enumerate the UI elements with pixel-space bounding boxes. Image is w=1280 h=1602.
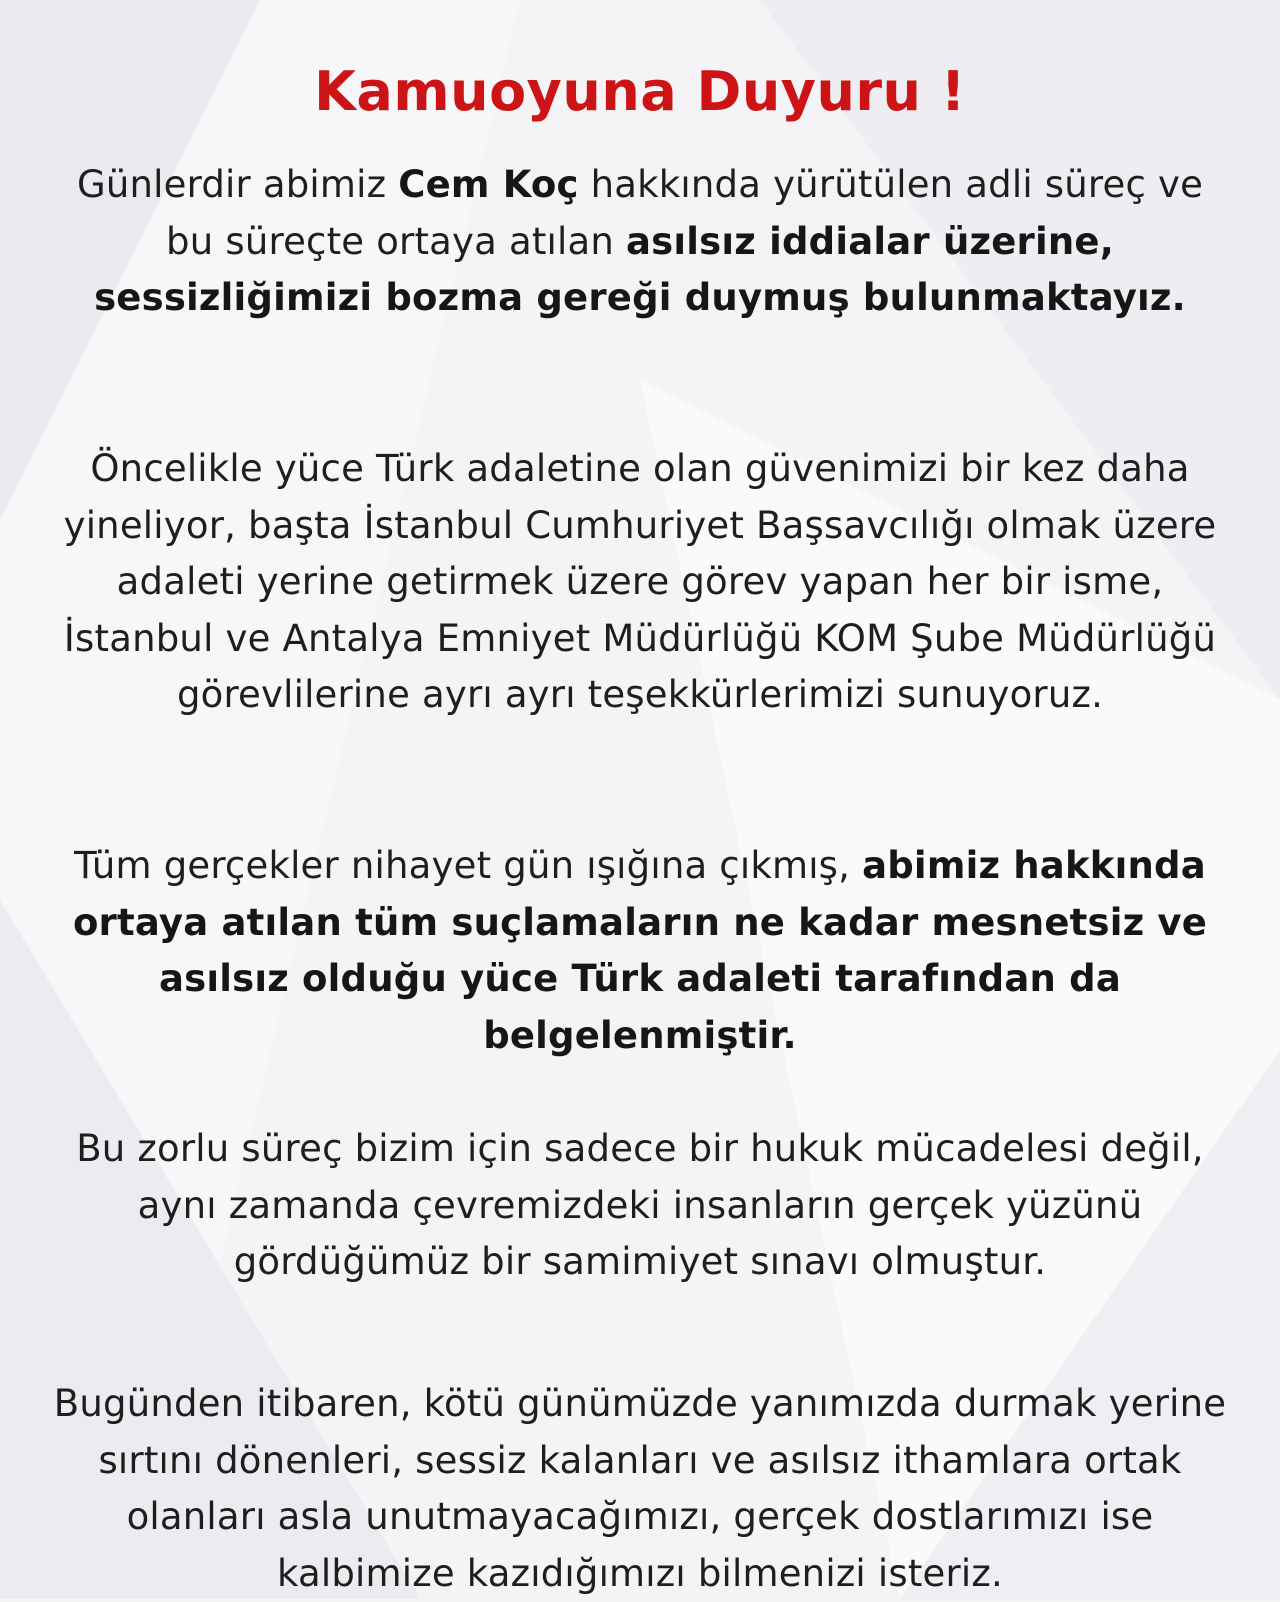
p3-emphasis-bold: abimiz hakkında ortaya atılan tüm suçlamaların ne kadar mesnetsiz ve asılsız olduğu yüce Türk adaleti tarafından da belgelenmiştir. [72, 844, 1208, 1057]
p3-intro-text: Tüm gerçekler nihayet gün ışığına çıkmış, [74, 844, 863, 887]
announcement-title: Kamuoyuna Duyuru ! [314, 60, 966, 123]
p1-middle-text: hakkında yürütülen adli süreç ve bu süreçte ortaya atılan [166, 163, 1204, 263]
paragraph-4: Bu zorlu süreç bizim için sadece bir hukuk mücadelesi değil, aynı zamanda çevremizdeki insanların gerçek yüzünü gördüğümüz bir samimiyet sınavı olmuştur. [76, 1127, 1204, 1283]
p1-intro-text: Günlerdir abimiz [76, 163, 399, 206]
paragraph-2: Öncelikle yüce Türk adaletine olan güvenimizi bir kez daha yineliyor, başta İstanbul Cumhuriyet Başsavcılığı olmak üzere adaleti yerine getirmek üzere görev yapan her bir isme, İstanbul ve Antalya Emniyet Müdürlüğü KOM Şube Müdürlüğü görevlilerine ayrı ayrı teşekkürlerimizi sunuyoruz. [63, 447, 1217, 716]
paragraph-3 [50, 838, 1230, 1064]
p1-emphasis-bold: asılsız iddialar üzerine, sessizliğimizi bozma gereği duymuş bulunmaktayız. [94, 219, 1186, 319]
paragraph-1 [50, 157, 1230, 327]
paragraph-5: Bugünden itibaren, kötü günümüzde yanımızda durmak yerine sırtını dönenleri, sessiz kalanları ve asılsız ithamlara ortak olanları asla unutmayacağımızı, gerçek dostlarımızı ise kalbimize kazıdığımızı bilmenizi isteriz. [53, 1382, 1227, 1595]
p1-name-bold: Cem Koç [398, 163, 579, 206]
